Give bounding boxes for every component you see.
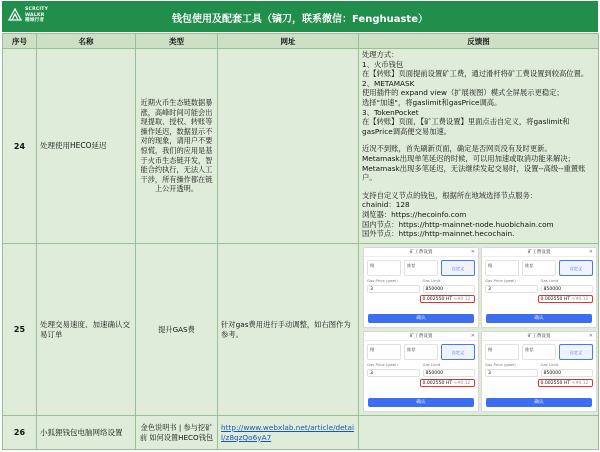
brand-line: SCRCITY bbox=[25, 7, 49, 12]
screenshot-title-text: 矿工费设置 bbox=[409, 334, 433, 339]
fee-option-recommended: 推荐 bbox=[404, 260, 438, 276]
gas-price-label: Gas Price (gwei) bbox=[485, 362, 516, 367]
fee-total-row bbox=[482, 295, 596, 305]
field-labels bbox=[482, 278, 596, 285]
fee-option-slow: 慢 bbox=[485, 260, 519, 276]
gas-limit-field: 850000 bbox=[541, 369, 594, 377]
screenshot-title bbox=[364, 332, 478, 341]
fee-total-approx: ≈¥0.12 bbox=[453, 297, 471, 302]
feedback-line: 国内节点：https://http-mainnet-node.huobichain.com bbox=[362, 219, 554, 229]
fee-options bbox=[482, 341, 596, 362]
feedback-line: 在【转账】页面提前设置矿工费，通过滑杆将矿工费设置到较高位置。 bbox=[362, 69, 589, 79]
feedback-line: 选择"加速"，将gaslimit和gasPrice调高。 bbox=[362, 97, 502, 107]
confirm-button: 确认 bbox=[486, 398, 592, 407]
fee-total-field bbox=[538, 295, 594, 303]
screenshot-title-text: 矿工费设置 bbox=[527, 334, 551, 339]
feedback-line: 浏览器：https://hecoinfo.com bbox=[362, 209, 467, 219]
fee-options bbox=[364, 341, 478, 362]
confirm-button: 确认 bbox=[486, 314, 592, 323]
screenshot-title bbox=[364, 248, 478, 257]
feedback-screenshots bbox=[362, 245, 595, 413]
gas-limit-label: Gas Limit bbox=[540, 278, 559, 283]
row-name: 处理使用HECO延迟 bbox=[37, 49, 136, 244]
fee-option-custom: 自定义 bbox=[559, 344, 593, 360]
gas-price-field: 3 bbox=[485, 285, 538, 293]
row-url bbox=[218, 49, 359, 244]
feedback-line: 近况不到账，首先刷新页面，确定是否网页没有及时更新。 bbox=[362, 144, 552, 154]
fee-settings-screenshot bbox=[481, 247, 597, 328]
field-labels bbox=[364, 278, 478, 285]
screenshot-title bbox=[482, 248, 596, 257]
column-header-url: 网址 bbox=[218, 34, 359, 49]
fee-settings-screenshot bbox=[481, 331, 597, 412]
gas-limit-label: Gas Limit bbox=[422, 278, 441, 283]
fee-total-approx: ≈¥0.12 bbox=[453, 381, 471, 386]
row-feedback bbox=[359, 416, 599, 450]
feedback-line: 使用插件的 expand view（扩展视图）模式全屏展示更稳定； bbox=[362, 88, 564, 98]
column-header-type: 类型 bbox=[136, 34, 218, 49]
tools-table bbox=[2, 33, 599, 450]
feedback-line: 国外节点：https://http-mainnet.hecochain. bbox=[362, 229, 515, 239]
fee-option-slow: 慢 bbox=[367, 344, 401, 360]
row-number: 26 bbox=[3, 416, 37, 450]
feedback-spacer bbox=[362, 136, 595, 144]
gas-price-field: 3 bbox=[367, 285, 420, 293]
gas-price-field: 3 bbox=[367, 369, 420, 377]
fee-option-custom: 自定义 bbox=[441, 260, 475, 276]
field-labels bbox=[482, 362, 596, 369]
row-url bbox=[218, 416, 359, 450]
field-inputs bbox=[364, 285, 478, 295]
fee-option-recommended: 推荐 bbox=[404, 344, 438, 360]
gas-price-label: Gas Price (gwei) bbox=[485, 278, 516, 283]
close-icon: ✕ bbox=[470, 333, 475, 339]
fee-total-approx: ≈¥0.12 bbox=[571, 297, 589, 302]
feedback-text bbox=[362, 50, 595, 239]
close-icon: ✕ bbox=[588, 333, 593, 339]
row-type: 金色说明书 | 参与挖矿前 如何设置HECO钱包 bbox=[136, 416, 218, 450]
confirm-button: 确认 bbox=[368, 314, 474, 323]
column-header-name: 名称 bbox=[37, 34, 136, 49]
row-url: 针对gas费用进行手动调整，如右图作为参考。 bbox=[218, 244, 359, 416]
screenshot-title bbox=[482, 332, 596, 341]
row-name: 处理交易速度、加速确认交易订单 bbox=[37, 244, 136, 416]
gas-limit-field: 850000 bbox=[541, 285, 594, 293]
gas-price-field: 3 bbox=[485, 369, 538, 377]
row-feedback bbox=[359, 244, 599, 416]
field-labels bbox=[364, 362, 478, 369]
field-inputs bbox=[482, 285, 596, 295]
fee-settings-screenshot bbox=[363, 247, 479, 328]
brand-line: 稀城行者 bbox=[25, 18, 45, 24]
feedback-line: 1、火币钱包 bbox=[362, 59, 404, 69]
feedback-line: Metamask出现单笔延迟的时候，可以用加速或取消功能来解决； bbox=[362, 153, 575, 163]
feedback-line: 在【转账】页面，【矿工费设置】里面点击自定义，将gaslimit和gasPrice调高便交易加速。 bbox=[362, 117, 570, 136]
feedback-line: 支持自定义节点的钱包，根据所在地域选择节点服务： bbox=[362, 190, 538, 200]
fee-option-slow: 慢 bbox=[485, 344, 519, 360]
gas-limit-field: 850000 bbox=[423, 369, 476, 377]
table-row bbox=[3, 416, 599, 450]
page-title: 钱包使用及配套工具（镐刀，联系微信：Fenghuaste） bbox=[172, 14, 428, 25]
feedback-line: 2、METAMASK bbox=[362, 78, 415, 88]
fee-settings-screenshot bbox=[363, 331, 479, 412]
gas-price-label: Gas Price (gwei) bbox=[367, 362, 398, 367]
row-feedback bbox=[359, 49, 599, 244]
close-icon: ✕ bbox=[588, 249, 593, 255]
feedback-line: 3、TokenPocket bbox=[362, 107, 419, 117]
table-header-row bbox=[3, 34, 599, 49]
row-type: 近期火币生态链数据暴涨，高峰时间可能会出现提取、授权、转账等操作延迟，数据显示不对的现象，请用户不要惊慌，我们的应用是基于火币生态链开发，智能合约执行，无法人工干涉，所有操作都在链上公开透明。 bbox=[136, 49, 218, 244]
article-link[interactable]: http://www.webxlab.net/article/detail/z8qzQo6yA7 bbox=[221, 422, 355, 442]
gas-price-label: Gas Price (gwei) bbox=[367, 278, 398, 283]
fee-total-value: 0.002550 HT bbox=[422, 381, 453, 386]
fee-option-custom: 自定义 bbox=[441, 344, 475, 360]
feedback-line: 处理方式： bbox=[362, 50, 399, 59]
screenshot-title-text: 矿工费设置 bbox=[527, 250, 551, 255]
fee-total-row bbox=[364, 379, 478, 389]
table-row bbox=[3, 49, 599, 244]
close-icon: ✕ bbox=[470, 249, 475, 255]
fee-total-row bbox=[364, 295, 478, 305]
fee-option-slow: 慢 bbox=[367, 260, 401, 276]
feedback-spacer bbox=[362, 183, 595, 191]
fee-total-row bbox=[482, 379, 596, 389]
fee-total-value: 0.002550 HT bbox=[540, 297, 571, 302]
feedback-line: chainid：128 bbox=[362, 200, 410, 210]
fee-total-field bbox=[538, 379, 594, 387]
fee-total-value: 0.002550 HT bbox=[540, 381, 571, 386]
confirm-button: 确认 bbox=[368, 398, 474, 407]
fee-total-value: 0.002550 HT bbox=[422, 297, 453, 302]
table-row bbox=[3, 244, 599, 416]
fee-options bbox=[364, 257, 478, 278]
field-inputs bbox=[482, 369, 596, 379]
gas-limit-field: 850000 bbox=[423, 285, 476, 293]
row-number: 25 bbox=[3, 244, 37, 416]
header-bar bbox=[2, 1, 598, 32]
column-header-feedback: 反馈图 bbox=[359, 34, 599, 49]
gas-limit-label: Gas Limit bbox=[540, 362, 559, 367]
brand-line: WALKR bbox=[25, 12, 45, 18]
feedback-line: Metamask出现多笔延迟，无法继续发起交易时，设置--高级--重置账户。 bbox=[362, 163, 586, 183]
row-number: 24 bbox=[3, 49, 37, 244]
column-header-no: 序号 bbox=[3, 34, 37, 49]
fee-option-recommended: 推荐 bbox=[522, 260, 556, 276]
fee-total-approx: ≈¥0.12 bbox=[571, 381, 589, 386]
fee-options bbox=[482, 257, 596, 278]
gas-limit-label: Gas Limit bbox=[422, 362, 441, 367]
fee-total-field bbox=[420, 379, 476, 387]
screenshot-title-text: 矿工费设置 bbox=[409, 250, 433, 255]
row-type: 提升GAS费 bbox=[136, 244, 218, 416]
row-name: 小狐狸钱包电脑网络设置 bbox=[37, 416, 136, 450]
fee-option-custom: 自定义 bbox=[559, 260, 593, 276]
fee-option-recommended: 推荐 bbox=[522, 344, 556, 360]
fee-total-field bbox=[420, 295, 476, 303]
field-inputs bbox=[364, 369, 478, 379]
